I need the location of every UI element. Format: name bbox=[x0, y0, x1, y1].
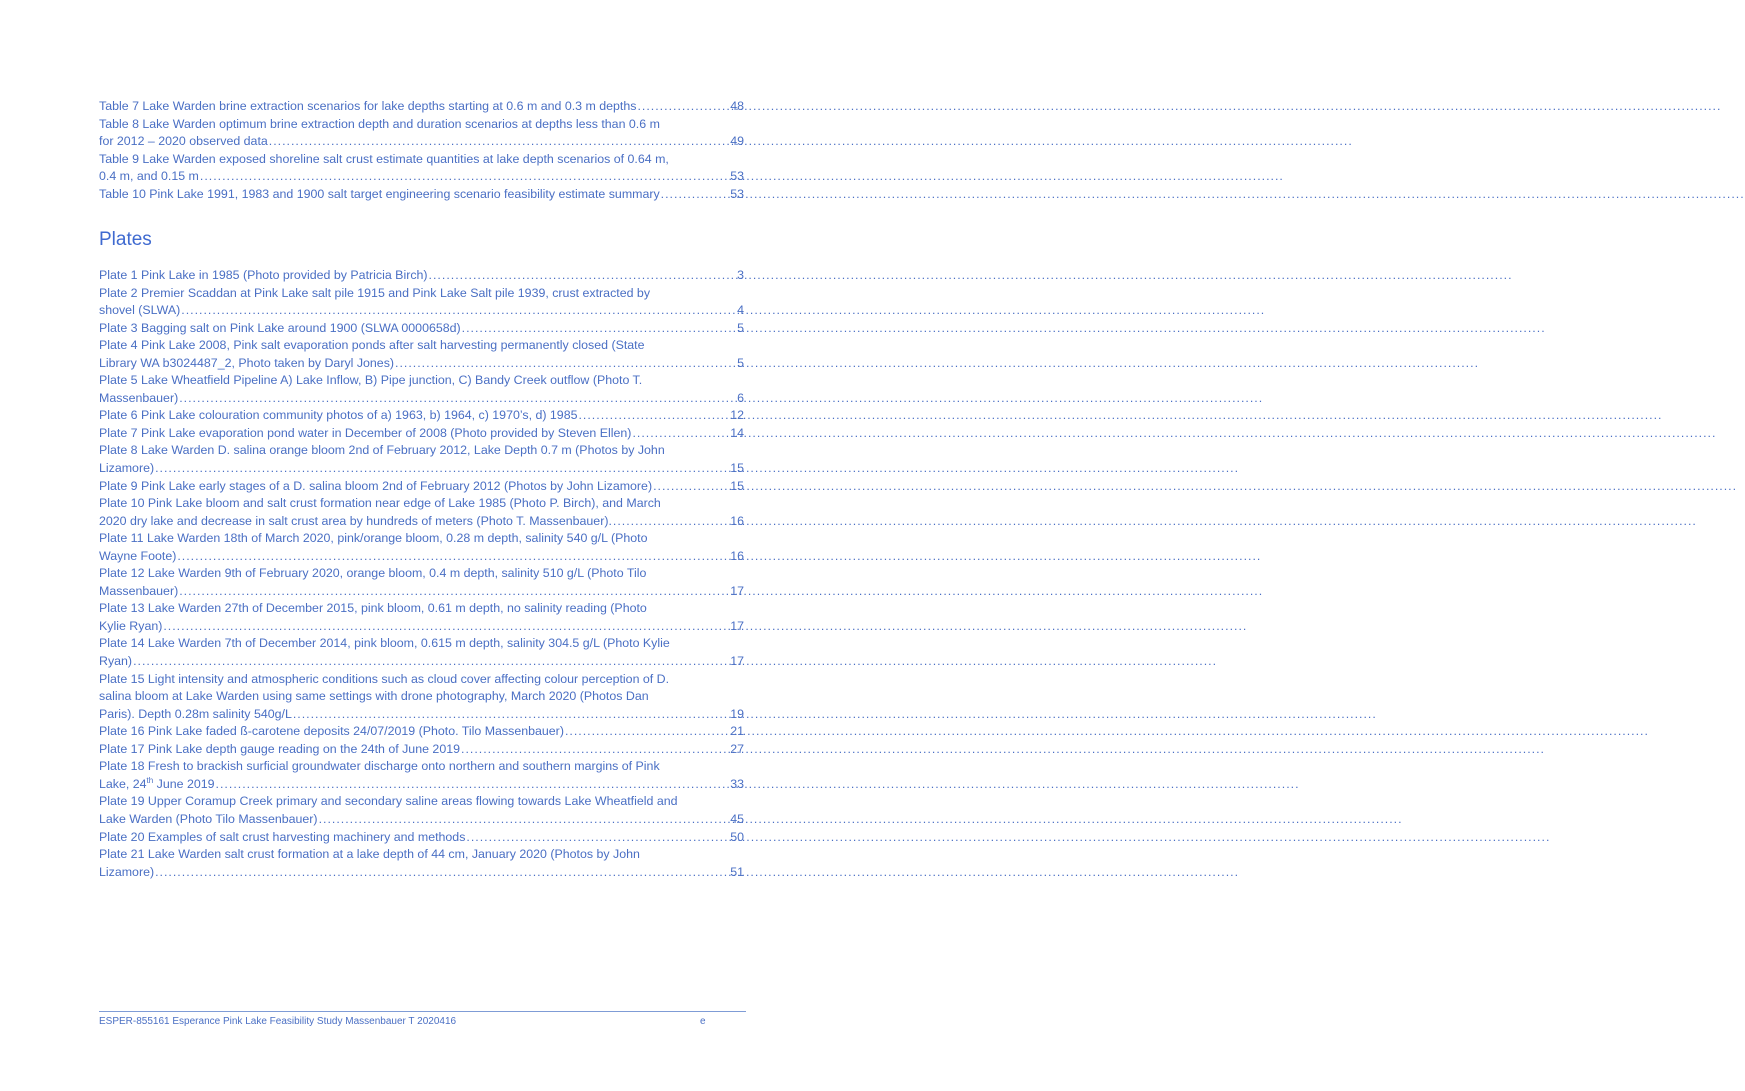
dot-leader bbox=[637, 98, 729, 116]
plate-entry[interactable] bbox=[99, 442, 744, 477]
plate-entry-text: Wayne Foote) bbox=[99, 548, 177, 563]
plate-entry-text: Plate 6 Pink Lake colouration community photos of a) 1963, b) 1964, c) 1970’s, d) 1985 bbox=[99, 408, 578, 423]
plate-page-number: 16 bbox=[730, 548, 744, 563]
plate-entry-text: Massenbauer) bbox=[99, 390, 179, 405]
plate-entry[interactable] bbox=[99, 741, 744, 759]
plate-entry[interactable] bbox=[99, 671, 744, 724]
plate-entry-text: Plate 19 Upper Coramup Creek primary and secondary saline areas flowing towards Lake Wheatfield and bbox=[99, 794, 678, 809]
plate-entry-text: 2020 dry lake and decrease in salt crust area by hundreds of meters (Photo T. Massenbauer). bbox=[99, 513, 612, 528]
plate-entry-text: Plate 8 Lake Warden D. salina orange bloom 2nd of February 2012, Lake Depth 0.7 m (Photos by John bbox=[99, 443, 665, 458]
dot-leader bbox=[163, 618, 729, 636]
plate-entry-text: Plate 5 Lake Wheatfield Pipeline A) Lake Inflow, B) Pipe junction, C) Bandy Creek outflow (Photo T. bbox=[99, 373, 643, 388]
plate-entry[interactable] bbox=[99, 793, 744, 828]
plate-entry[interactable] bbox=[99, 758, 744, 793]
plate-page-number: 14 bbox=[730, 425, 744, 440]
plate-entry-text: Plate 11 Lake Warden 18th of March 2020, pink/orange bloom, 0.28 m depth, salinity 540 g/L (Photo bbox=[99, 531, 648, 546]
plate-page-number: 3 bbox=[737, 268, 744, 282]
plate-entry-text: Paris). Depth 0.28m salinity 540g/L bbox=[99, 706, 292, 721]
plate-entry-text: Lizamore) bbox=[99, 864, 155, 879]
dot-leader bbox=[269, 133, 729, 151]
table-entry-text: Table 7 Lake Warden brine extraction scenarios for lake depths starting at 0.6 m and 0.3 m depths bbox=[99, 99, 637, 113]
plate-page-number: 6 bbox=[737, 390, 744, 405]
dot-leader bbox=[578, 407, 729, 425]
plate-entry-text: Plate 10 Pink Lake bloom and salt crust formation near edge of Lake 1985 (Photo P. Birch), and March bbox=[99, 496, 661, 511]
table-entry[interactable] bbox=[99, 186, 744, 204]
dot-leader bbox=[613, 513, 729, 531]
plate-page-number: 17 bbox=[730, 618, 744, 633]
footer-document-id: ESPER-855161 Esperance Pink Lake Feasibility Study Massenbauer T 2020416 bbox=[99, 1016, 457, 1027]
plate-page-number: 4 bbox=[737, 303, 744, 318]
plate-entry-text: Lake Warden (Photo Tilo Massenbauer) bbox=[99, 811, 318, 826]
plate-entry-text: Plate 21 Lake Warden salt crust formation at a lake depth of 44 cm, January 2020 (Photos by John bbox=[99, 847, 640, 862]
plate-entry[interactable] bbox=[99, 829, 744, 847]
plate-page-number: 21 bbox=[730, 724, 744, 739]
table-page-number: 53 bbox=[730, 169, 744, 184]
plate-page-number: 5 bbox=[737, 320, 744, 335]
footer-page-number: e bbox=[700, 1016, 706, 1027]
dot-leader bbox=[653, 478, 729, 496]
plate-entry[interactable] bbox=[99, 635, 744, 670]
plate-page-number: 45 bbox=[730, 811, 744, 826]
table-entry[interactable] bbox=[99, 116, 744, 151]
plate-entry[interactable] bbox=[99, 478, 744, 496]
plates-heading: Plates bbox=[99, 229, 152, 250]
plate-page-number: 15 bbox=[730, 461, 744, 476]
dot-leader bbox=[179, 583, 729, 601]
plate-entry[interactable] bbox=[99, 425, 744, 443]
plate-entry[interactable] bbox=[99, 372, 744, 407]
table-page-number: 48 bbox=[730, 99, 744, 113]
dot-leader bbox=[319, 811, 730, 829]
plate-page-number: 19 bbox=[730, 706, 744, 721]
dot-leader bbox=[395, 355, 736, 373]
footer-divider bbox=[99, 1011, 746, 1012]
plate-entry[interactable] bbox=[99, 530, 744, 565]
plate-entry-text: Library WA b3024487_2, Photo taken by Daryl Jones) bbox=[99, 355, 395, 370]
table-of-plates bbox=[99, 267, 744, 881]
plate-entry[interactable] bbox=[99, 285, 744, 320]
table-entry-text: 0.4 m, and 0.15 m bbox=[99, 169, 199, 184]
plate-entry[interactable] bbox=[99, 846, 744, 881]
dot-leader bbox=[133, 653, 729, 671]
table-entry-text: Table 9 Lake Warden exposed shoreline salt crust estimate quantities at lake depth scenarios of 0.64 m, bbox=[99, 151, 669, 166]
dot-leader bbox=[177, 548, 729, 566]
plate-entry-text: Lizamore) bbox=[99, 461, 155, 476]
dot-leader bbox=[466, 829, 729, 847]
plate-entry-text: Plate 1 Pink Lake in 1985 (Photo provided by Patricia Birch) bbox=[99, 268, 428, 282]
document-page bbox=[0, 0, 844, 1091]
plate-entry-text: Plate 7 Pink Lake evaporation pond water in December of 2008 (Photo provided by Steven Ellen) bbox=[99, 425, 632, 440]
plate-entry-text: Plate 2 Premier Scaddan at Pink Lake salt pile 1915 and Pink Lake Salt pile 1939, crust extracted by bbox=[99, 285, 651, 300]
plate-entry-text: Plate 13 Lake Warden 27th of December 2015, pink bloom, 0.61 m depth, no salinity reading (Photo bbox=[99, 601, 647, 616]
dot-leader bbox=[181, 302, 736, 320]
plate-page-number: 17 bbox=[730, 583, 744, 598]
table-entry[interactable] bbox=[99, 151, 744, 186]
table-entry-text: Table 8 Lake Warden optimum brine extraction depth and duration scenarios at depths less than 0.6 m bbox=[99, 116, 660, 131]
plate-page-number: 16 bbox=[730, 513, 744, 528]
plate-entry-text: Kylie Ryan) bbox=[99, 618, 163, 633]
plate-entry-text: Plate 12 Lake Warden 9th of February 2020, orange bloom, 0.4 m depth, salinity 510 g/L (Photo Tilo bbox=[99, 566, 647, 581]
dot-leader bbox=[462, 320, 736, 338]
plate-entry-text: Plate 3 Bagging salt on Pink Lake around 1900 (SLWA 0000658d) bbox=[99, 320, 461, 335]
dot-leader bbox=[200, 168, 729, 186]
plate-entry-text: salina bloom at Lake Warden using same settings with drone photography, March 2020 (Photos Dan bbox=[99, 689, 649, 704]
plate-entry-text: Plate 20 Examples of salt crust harvesting machinery and methods bbox=[99, 829, 466, 844]
plate-entry[interactable] bbox=[99, 723, 744, 741]
plate-entry-text: Ryan) bbox=[99, 654, 133, 669]
plate-page-number: 33 bbox=[730, 776, 744, 791]
table-entry[interactable] bbox=[99, 98, 744, 116]
dot-leader bbox=[661, 186, 730, 204]
plate-entry[interactable] bbox=[99, 320, 744, 338]
dot-leader bbox=[216, 776, 730, 794]
plate-page-number: 51 bbox=[730, 864, 744, 879]
dot-leader bbox=[461, 741, 729, 759]
plate-entry-text: Lake, 24th June 2019 bbox=[99, 775, 215, 791]
plate-entry-text: shovel (SLWA) bbox=[99, 303, 181, 318]
plate-entry[interactable] bbox=[99, 495, 744, 530]
plate-page-number: 5 bbox=[737, 355, 744, 370]
plate-entry-text: Plate 14 Lake Warden 7th of December 2014, pink bloom, 0.615 m depth, salinity 304.5 g/L (Photo Kylie bbox=[99, 636, 670, 651]
plate-entry-text: Plate 15 Light intensity and atmospheric conditions such as cloud cover affecting colour perception of D. bbox=[99, 671, 670, 686]
dot-leader bbox=[632, 425, 729, 443]
table-entry-text: for 2012 – 2020 observed data bbox=[99, 134, 268, 149]
plate-entry-text: Plate 4 Pink Lake 2008, Pink salt evaporation ponds after salt harvesting permanently closed (State bbox=[99, 338, 645, 353]
plate-entry-text: Plate 16 Pink Lake faded ß-carotene deposits 24/07/2019 (Photo. Tilo Massenbauer) bbox=[99, 724, 564, 739]
dot-leader bbox=[565, 723, 729, 741]
plate-entry-text: Plate 9 Pink Lake early stages of a D. salina bloom 2nd of February 2012 (Photos by John Lizamore) bbox=[99, 478, 653, 493]
dot-leader bbox=[155, 864, 729, 882]
plate-entry[interactable] bbox=[99, 407, 744, 425]
plate-entry[interactable] bbox=[99, 267, 744, 285]
plate-entry-text: Plate 17 Pink Lake depth gauge reading on the 24th of June 2019 bbox=[99, 741, 460, 756]
plate-page-number: 15 bbox=[730, 478, 744, 493]
plate-entry-text: Massenbauer) bbox=[99, 583, 179, 598]
table-of-tables bbox=[99, 98, 744, 203]
table-page-number: 53 bbox=[730, 186, 744, 201]
dot-leader bbox=[293, 706, 729, 724]
dot-leader bbox=[429, 267, 737, 285]
dot-leader bbox=[155, 460, 729, 478]
table-page-number: 49 bbox=[730, 134, 744, 149]
plate-entry[interactable] bbox=[99, 600, 744, 635]
plate-entry[interactable] bbox=[99, 337, 744, 372]
plate-page-number: 27 bbox=[730, 741, 744, 756]
plate-page-number: 12 bbox=[730, 408, 744, 423]
table-entry-text: Table 10 Pink Lake 1991, 1983 and 1900 salt target engineering scenario feasibility estimate summary bbox=[99, 186, 660, 201]
plate-page-number: 17 bbox=[730, 654, 744, 669]
dot-leader bbox=[179, 390, 736, 408]
plate-page-number: 50 bbox=[730, 829, 744, 844]
plate-entry[interactable] bbox=[99, 565, 744, 600]
plate-entry-text: Plate 18 Fresh to brackish surficial groundwater discharge onto northern and southern margins of Pink bbox=[99, 759, 660, 774]
